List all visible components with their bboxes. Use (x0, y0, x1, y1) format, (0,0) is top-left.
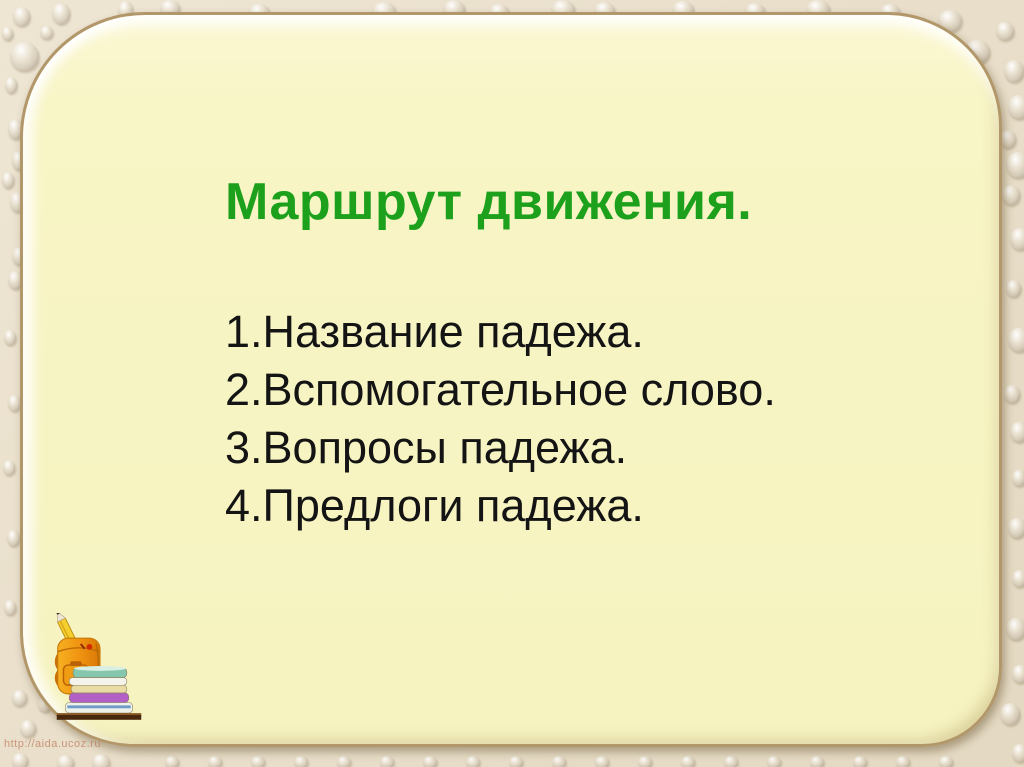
water-droplet (1002, 185, 1020, 205)
water-droplet (1004, 385, 1020, 403)
water-droplet (896, 756, 910, 767)
water-droplet (208, 756, 222, 767)
water-droplet (810, 756, 824, 767)
water-droplet (251, 756, 265, 767)
water-droplet (1012, 470, 1024, 486)
water-droplet (4, 330, 16, 345)
water-droplet (1012, 744, 1024, 762)
water-droplet (57, 755, 74, 767)
water-droplet (853, 756, 867, 767)
water-droplet (1012, 665, 1024, 683)
water-droplet (1010, 228, 1024, 250)
water-droplet (1010, 422, 1024, 442)
water-droplet (595, 756, 609, 767)
water-droplet (294, 756, 308, 767)
water-droplet (52, 3, 70, 24)
slide-card (20, 12, 1002, 747)
water-droplet (1012, 570, 1024, 587)
water-droplet (3, 460, 15, 475)
water-droplet (1004, 60, 1024, 82)
water-droplet (1008, 518, 1024, 538)
water-droplet (92, 754, 110, 767)
route-list (225, 303, 776, 535)
water-droplet (40, 26, 53, 39)
water-droplet (509, 756, 523, 767)
shelf-plank (57, 713, 141, 720)
water-droplet (1008, 95, 1024, 119)
water-droplet (13, 7, 30, 26)
water-droplet (1000, 130, 1016, 148)
water-droplet (380, 756, 394, 767)
list-item-2: 2.Вспомогательное слово. (225, 364, 776, 415)
water-droplet (724, 756, 738, 767)
water-droplet (767, 756, 781, 767)
watermark-url: http://aida.ucoz.ru (4, 738, 101, 750)
water-droplet (1006, 280, 1021, 297)
water-droplet (466, 756, 480, 767)
pencil-bag-books-illustration (51, 613, 147, 721)
list-item-4: 4.Предлоги падежа. (225, 480, 644, 531)
water-droplet (939, 756, 953, 767)
water-droplet (638, 756, 652, 767)
water-droplet (1000, 703, 1020, 725)
water-droplet (12, 690, 27, 706)
water-droplet (1006, 152, 1024, 178)
book-stack (65, 666, 132, 713)
water-droplet (12, 753, 28, 767)
water-droplet (681, 756, 695, 767)
water-droplet (2, 172, 14, 188)
list-item-1: 1.Название падежа. (225, 306, 644, 357)
water-droplet (165, 756, 179, 767)
water-droplet (552, 756, 566, 767)
water-droplet (7, 530, 20, 546)
water-droplet (5, 77, 17, 93)
water-droplet (10, 42, 39, 71)
water-droplet (1006, 618, 1024, 640)
water-droplet (2, 27, 13, 40)
water-droplet (337, 756, 351, 767)
water-droplet (4, 600, 16, 615)
water-droplet (1008, 328, 1024, 352)
slide-title: Маршрут движения. (225, 173, 753, 231)
list-item-3: 3.Вопросы падежа. (225, 422, 628, 473)
water-droplet (20, 720, 36, 737)
water-droplet (423, 756, 437, 767)
water-droplet (996, 22, 1014, 40)
